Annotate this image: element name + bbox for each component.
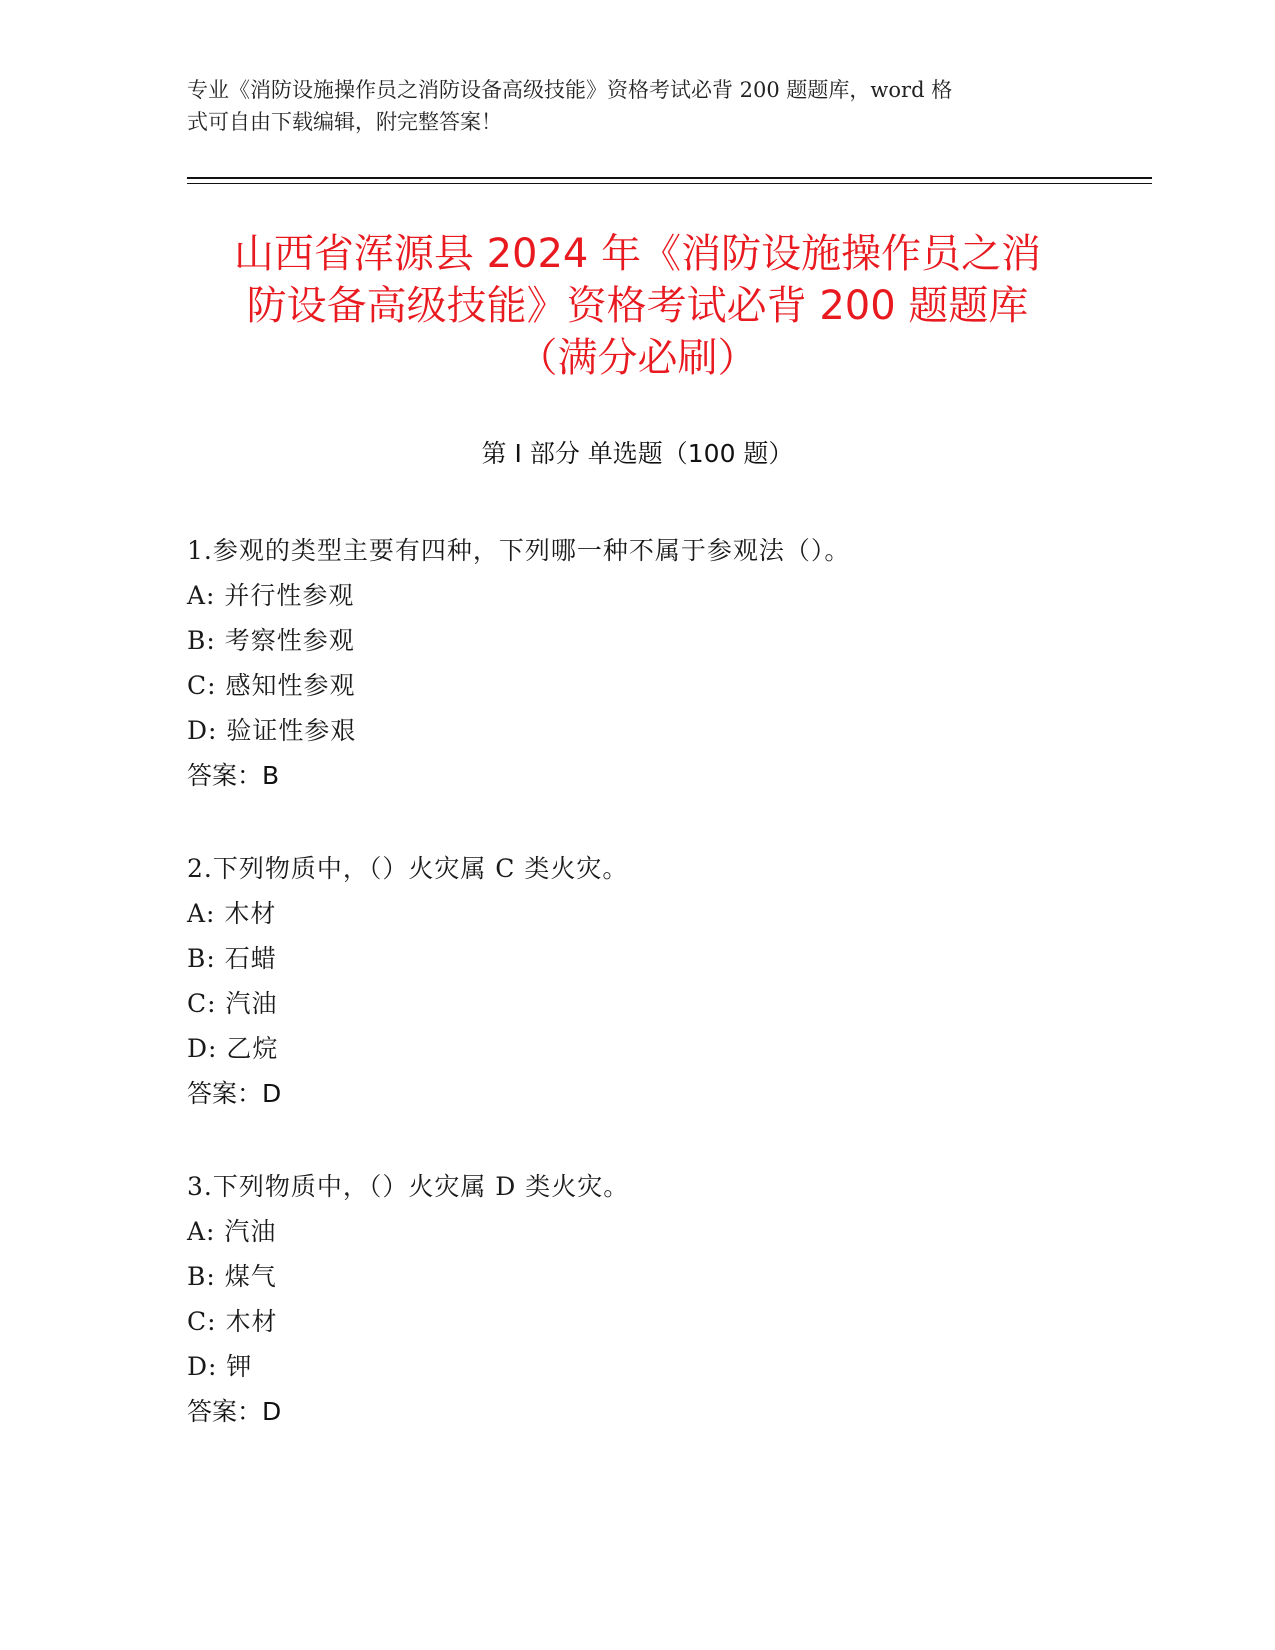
option-c: C: 木材 bbox=[187, 1307, 278, 1336]
question-list bbox=[187, 528, 1147, 1482]
option-b: B: 石蜡 bbox=[187, 944, 277, 973]
question-stem: 2.下列物质中，（）火灾属 C 类火灾。 bbox=[187, 854, 629, 883]
answer-line: 答案：D bbox=[187, 1397, 282, 1426]
question-stem: 3.下列物质中，（）火灾属 D 类火灾。 bbox=[187, 1172, 630, 1201]
document-title bbox=[150, 228, 1125, 384]
option-b: B: 煤气 bbox=[187, 1262, 277, 1291]
question-item bbox=[187, 1164, 1147, 1482]
header-note-line: 专业《消防设施操作员之消防设备高级技能》资格考试必背 200 题题库，word 格 bbox=[187, 78, 953, 102]
option-a: A: 并行性参观 bbox=[187, 581, 355, 610]
section-heading: 第 I 部分 单选题（100 题） bbox=[481, 439, 794, 468]
option-c: C: 汽油 bbox=[187, 989, 278, 1018]
answer-line: 答案：B bbox=[187, 761, 280, 790]
title-line: 山西省浑源县 2024 年《消防设施操作员之消 bbox=[233, 231, 1042, 277]
option-c: C: 感知性参观 bbox=[187, 671, 356, 700]
header-divider-thick bbox=[187, 177, 1152, 179]
header-note bbox=[187, 74, 1067, 138]
title-line: （满分必刷） bbox=[517, 335, 758, 381]
question-stem: 1.参观的类型主要有四种，下列哪一种不属于参观法（）。 bbox=[187, 536, 851, 565]
header-note-line: 式可自由下载编辑，附完整答案！ bbox=[187, 110, 502, 134]
option-a: A: 木材 bbox=[187, 899, 277, 928]
option-b: B: 考察性参观 bbox=[187, 626, 355, 655]
option-a: A: 汽油 bbox=[187, 1217, 277, 1246]
question-item bbox=[187, 528, 1147, 846]
header-divider-thin bbox=[187, 183, 1152, 184]
answer-line: 答案：D bbox=[187, 1079, 282, 1108]
option-d: D: 钾 bbox=[187, 1352, 253, 1381]
option-d: D: 乙烷 bbox=[187, 1034, 279, 1063]
option-d: D: 验证性参艰 bbox=[187, 716, 357, 745]
title-line: 防设备高级技能》资格考试必背 200 题题库 bbox=[246, 283, 1029, 329]
question-item bbox=[187, 846, 1147, 1164]
